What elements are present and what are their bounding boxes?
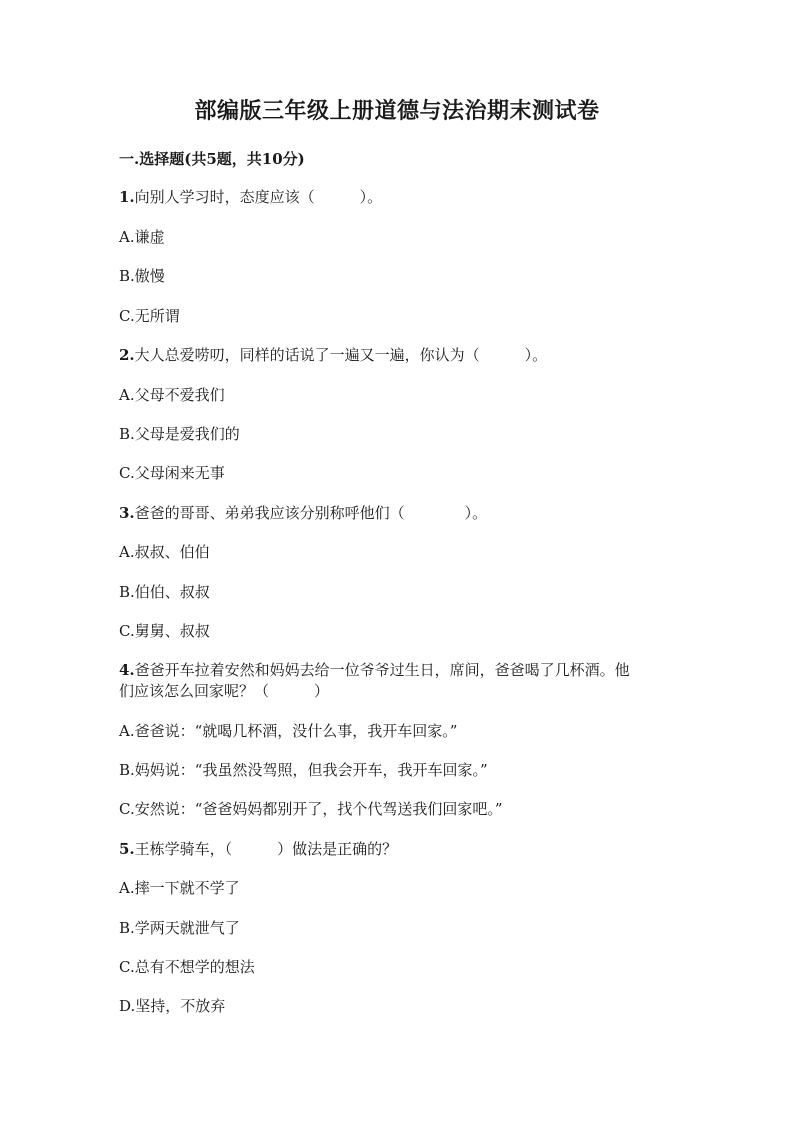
option-5b: B.学两天就泄气了 bbox=[119, 919, 240, 937]
question-4-line-2: 们应该怎么回家呢？（ ） bbox=[119, 682, 330, 700]
option-2b: B.父母是爱我们的 bbox=[119, 425, 240, 443]
option-5d: D.坚持，不放弃 bbox=[119, 997, 226, 1015]
question-number: 2. bbox=[119, 346, 135, 364]
question-number: 1. bbox=[119, 188, 135, 206]
question-stem: 大人总爱唠叨，同样的话说了一遍又一遍，你认为（ ）。 bbox=[134, 346, 548, 364]
question-stem: 爸爸的哥哥、弟弟我应该分别称呼他们（ ）。 bbox=[134, 504, 488, 522]
option-5c: C.总有不想学的想法 bbox=[119, 958, 255, 976]
question-3 bbox=[119, 501, 694, 525]
option-2c: C.父母闲来无事 bbox=[119, 464, 225, 482]
question-number: 5. bbox=[119, 840, 135, 858]
option-4a: A.爸爸说：“就喝几杯酒，没什么事，我开车回家。” bbox=[119, 722, 458, 740]
option-3a: A.叔叔、伯伯 bbox=[119, 543, 210, 561]
option-1b: B.傲慢 bbox=[119, 267, 165, 285]
question-2 bbox=[119, 343, 694, 367]
question-stem: 爸爸开车拉着安然和妈妈去给一位爷爷过生日，席间，爸爸喝了几杯酒。他 bbox=[134, 661, 630, 679]
option-4c: C.安然说：“爸爸妈妈都别开了，找个代驾送我们回家吧。” bbox=[119, 800, 503, 818]
exam-title: 部编版三年级上册道德与法治期末测试卷 bbox=[194, 98, 600, 124]
question-1 bbox=[119, 185, 694, 209]
option-1c: C.无所谓 bbox=[119, 307, 180, 325]
section-heading: 一.选择题(共5题，共10分) bbox=[119, 150, 305, 168]
question-stem: 王栋学骑车，（ ）做法是正确的？ bbox=[134, 840, 398, 858]
question-5 bbox=[119, 837, 694, 861]
question-stem: 向别人学习时，态度应该（ ）。 bbox=[134, 188, 383, 206]
option-3c: C.舅舅、叔叔 bbox=[119, 622, 210, 640]
option-2a: A.父母不爱我们 bbox=[119, 386, 225, 404]
option-4b: B.妈妈说：“我虽然没驾照，但我会开车，我开车回家。” bbox=[119, 761, 488, 779]
option-5a: A.摔一下就不学了 bbox=[119, 879, 240, 897]
option-3b: B.伯伯、叔叔 bbox=[119, 583, 210, 601]
question-number: 3. bbox=[119, 504, 135, 522]
option-1a: A.谦虚 bbox=[119, 228, 165, 246]
question-number: 4. bbox=[119, 661, 135, 679]
